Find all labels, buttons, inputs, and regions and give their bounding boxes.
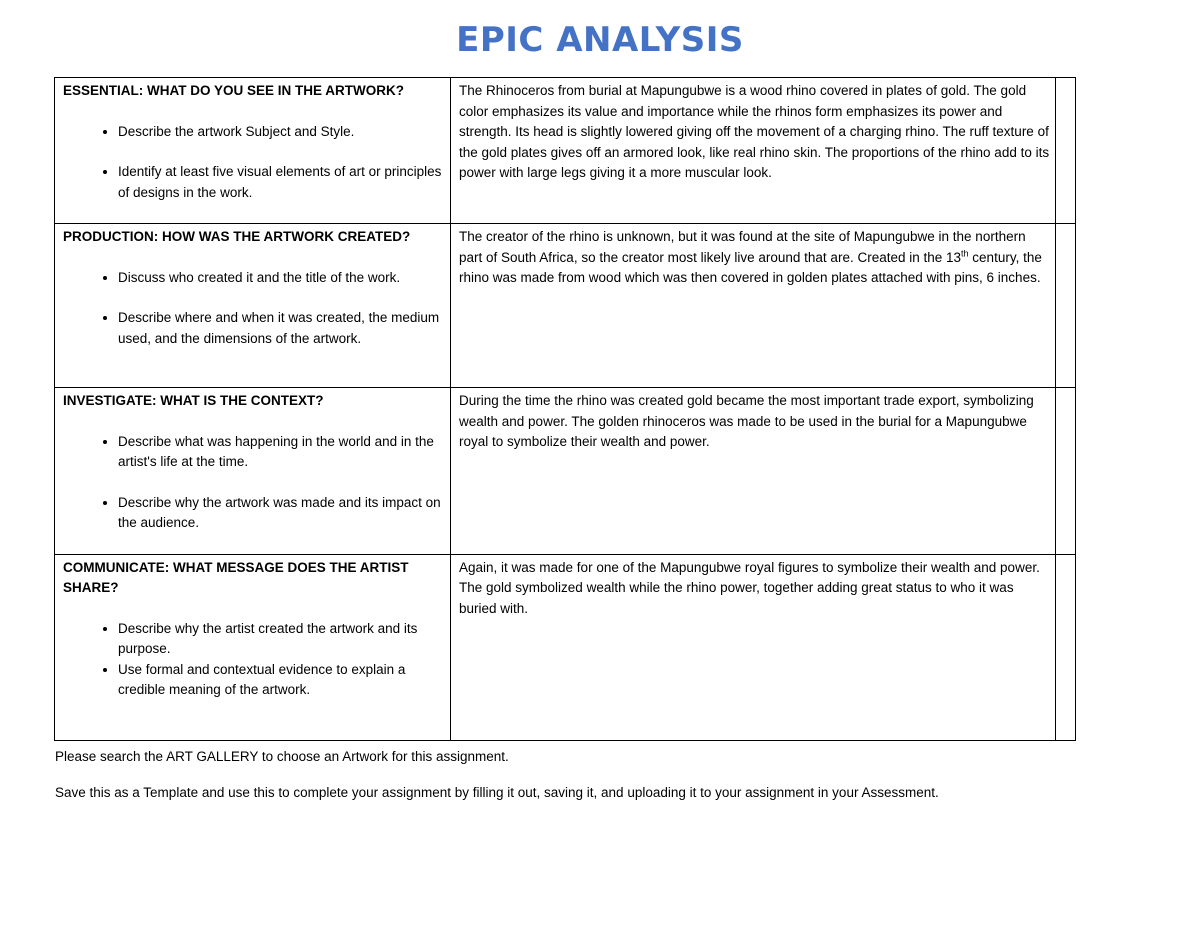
answer-text: During the time the rhino was created gold became the most important trade export, symbolizing wealth and power. The golden rhinoceros was made to be used in the burial for a Mapungubwe royal to symbolize their wealth and power. — [459, 393, 1034, 449]
empty-cell — [1056, 388, 1076, 555]
answer-cell-essential[interactable] — [451, 78, 1056, 224]
list-item: • Use formal and contextual evidence to explain a credible meaning of the artwork. — [118, 660, 446, 701]
table-row-production — [55, 224, 1076, 388]
row-heading: INVESTIGATE: WHAT IS THE CONTEXT? — [63, 393, 324, 408]
footer-instruction-1: Please search the ART GALLERY to choose an Artwork for this assignment. — [55, 749, 509, 764]
epic-analysis-table — [54, 77, 1076, 741]
empty-cell — [1056, 554, 1076, 740]
answer-text: Again, it was made for one of the Mapungubwe royal figures to symbolize their wealth and power. The gold symbolized wealth while the rhino power, together adding great status to who it was buried with. — [459, 559, 1040, 616]
answer-text: The creator of the rhino is unknown, but it was found at the site of Mapungubwe in the northern part of South Africa, so the creator most likely live around that are. Created in the 13th century, the rhino was made from wood which was then covered in golden plates attached with pins, 6 inches. — [459, 229, 1042, 285]
prompt-cell-production — [55, 224, 451, 388]
answer-text: The Rhinoceros from burial at Mapungubwe is a wood rhino covered in plates of gold. The gold color emphasizes its value and importance while the rhinos form emphasizes its power and strength. Its head is slightly lowered giving off the movement of a charging rhino. The ruff texture of the gold plates gives off an armored look, like real rhino skin. The proportions of the rhino add to its power with large legs giving it a more muscular look. — [459, 83, 1050, 180]
prompt-cell-investigate — [55, 388, 451, 555]
answer-cell-communicate[interactable] — [451, 554, 1056, 740]
answer-cell-production[interactable] — [451, 224, 1056, 388]
list-item: • Describe why the artist created the artwork and its purpose. — [118, 619, 446, 660]
list-item: • Describe the artwork Subject and Style. — [118, 122, 446, 143]
empty-cell — [1056, 224, 1076, 388]
prompt-cell-essential — [55, 78, 451, 224]
prompt-cell-communicate — [55, 554, 451, 740]
answer-cell-investigate[interactable] — [451, 388, 1056, 555]
table-row-investigate — [55, 388, 1076, 555]
page-title: EPIC ANALYSIS — [456, 20, 744, 60]
list-item: • Identify at least five visual elements of art or principles of designs in the work. — [118, 162, 446, 203]
row-heading: COMMUNICATE: WHAT MESSAGE DOES THE ARTIST SHARE? — [63, 559, 409, 595]
list-item: • Describe why the artwork was made and its impact on the audience. — [118, 493, 446, 534]
row-heading: ESSENTIAL: WHAT DO YOU SEE IN THE ARTWORK? — [63, 83, 405, 98]
list-item: • Describe what was happening in the world and in the artist's life at the time. — [118, 432, 446, 473]
row-heading: PRODUCTION: HOW WAS THE ARTWORK CREATED? — [63, 229, 411, 244]
table-row-essential — [55, 78, 1076, 224]
empty-cell — [1056, 78, 1076, 224]
footer-instruction-2: Save this as a Template and use this to complete your assignment by filling it out, saving it, and uploading it to your assignment in your Assessment. — [55, 785, 939, 800]
list-item: • Discuss who created it and the title of the work. — [118, 268, 446, 289]
table-row-communicate — [55, 554, 1076, 740]
list-item: • Describe where and when it was created, the medium used, and the dimensions of the artwork. — [118, 308, 446, 349]
